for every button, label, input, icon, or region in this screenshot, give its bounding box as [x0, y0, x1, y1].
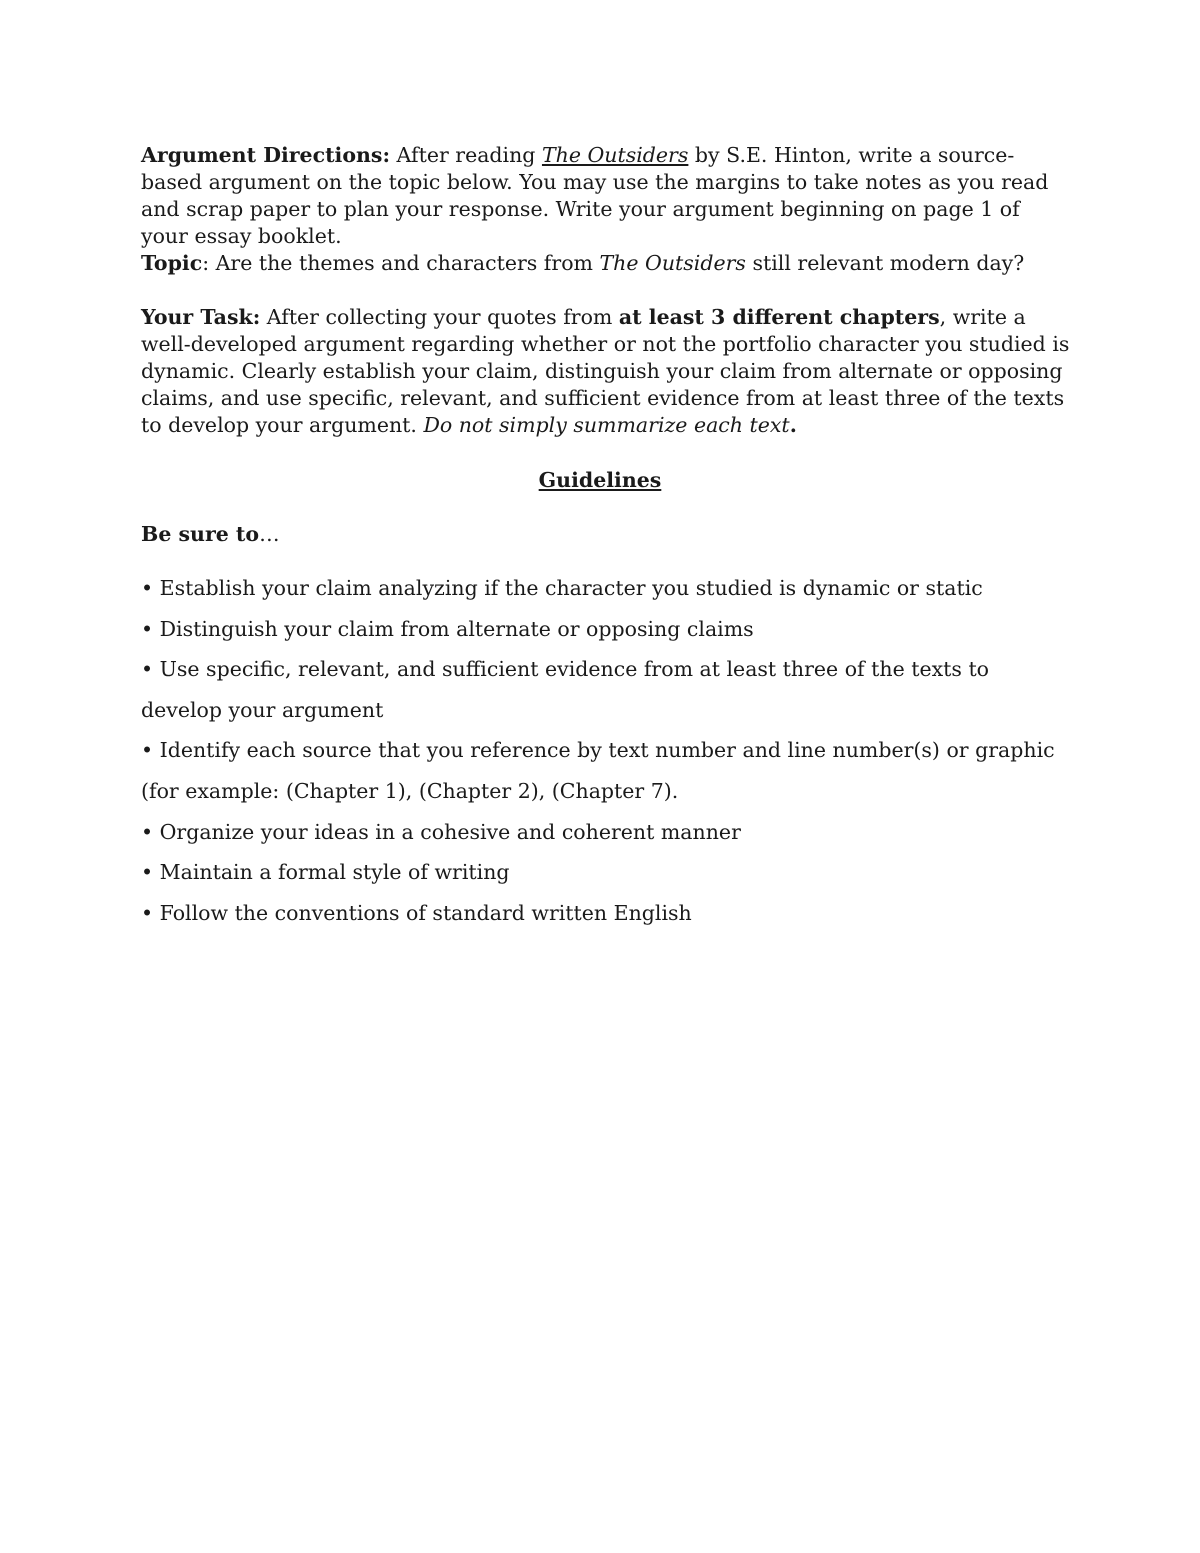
guidelines-heading-text: Guidelines	[538, 468, 662, 492]
task-end-period: .	[789, 413, 797, 437]
topic-book-title: The Outsiders	[599, 251, 746, 275]
argument-directions-paragraph	[141, 142, 1071, 250]
guideline-item: • Identify each source that you reference by text number and line number(s) or graphic (for example: (Chapter 1), (Chapter 2), (Chapter 7).	[141, 738, 1055, 803]
guideline-item: • Follow the conventions of standard written English	[141, 901, 692, 925]
topic-label: Topic	[141, 251, 203, 275]
guideline-item: • Organize your ideas in a cohesive and coherent manner	[141, 820, 741, 844]
guideline-item: • Establish your claim analyzing if the character you studied is dynamic or static	[141, 576, 983, 600]
be-sure-to-label: Be sure to	[141, 522, 260, 546]
directions-book-title: The Outsiders	[541, 143, 689, 167]
argument-directions-label: Argument Directions:	[141, 143, 391, 167]
guideline-item: • Distinguish your claim from alternate or opposing claims	[141, 617, 754, 641]
topic-text-after-title: still relevant modern day?	[745, 251, 1025, 275]
task-text-before-bold: After collecting your quotes from	[260, 305, 619, 329]
be-sure-to-ellipsis: …	[259, 522, 280, 546]
topic-text-before-title: : Are the themes and characters from	[202, 251, 600, 275]
directions-text-after-title: by S.E. Hinton, write a source-based argument on the topic below. You may use the margins to take notes as you read and scrap paper to plan your response. Write your argument beginning on page 1 of your essay booklet.	[141, 143, 1049, 248]
guidelines-heading	[0, 467, 1200, 494]
guideline-item: • Maintain a formal style of writing	[141, 860, 510, 884]
topic-paragraph	[141, 250, 1071, 277]
your-task-paragraph	[141, 304, 1071, 439]
task-bold-phrase: at least 3 different chapters	[618, 305, 940, 329]
task-italic-phrase: Do not simply summarize each text	[423, 413, 790, 437]
task-text-after-bold: , write a well-developed argument regarding whether or not the portfolio character you studied is dynamic. Clearly establish your claim, distinguish your claim from alternate or opposing claims, and use specific, relevant, and sufficient evidence from at least three of the texts to develop your argument.	[141, 305, 1070, 437]
directions-text-before-title: After reading	[390, 143, 542, 167]
be-sure-to-line	[141, 521, 1071, 548]
your-task-label: Your Task:	[141, 305, 261, 329]
guideline-item: • Use specific, relevant, and sufficient evidence from at least three of the texts to develop your argument	[141, 657, 990, 722]
